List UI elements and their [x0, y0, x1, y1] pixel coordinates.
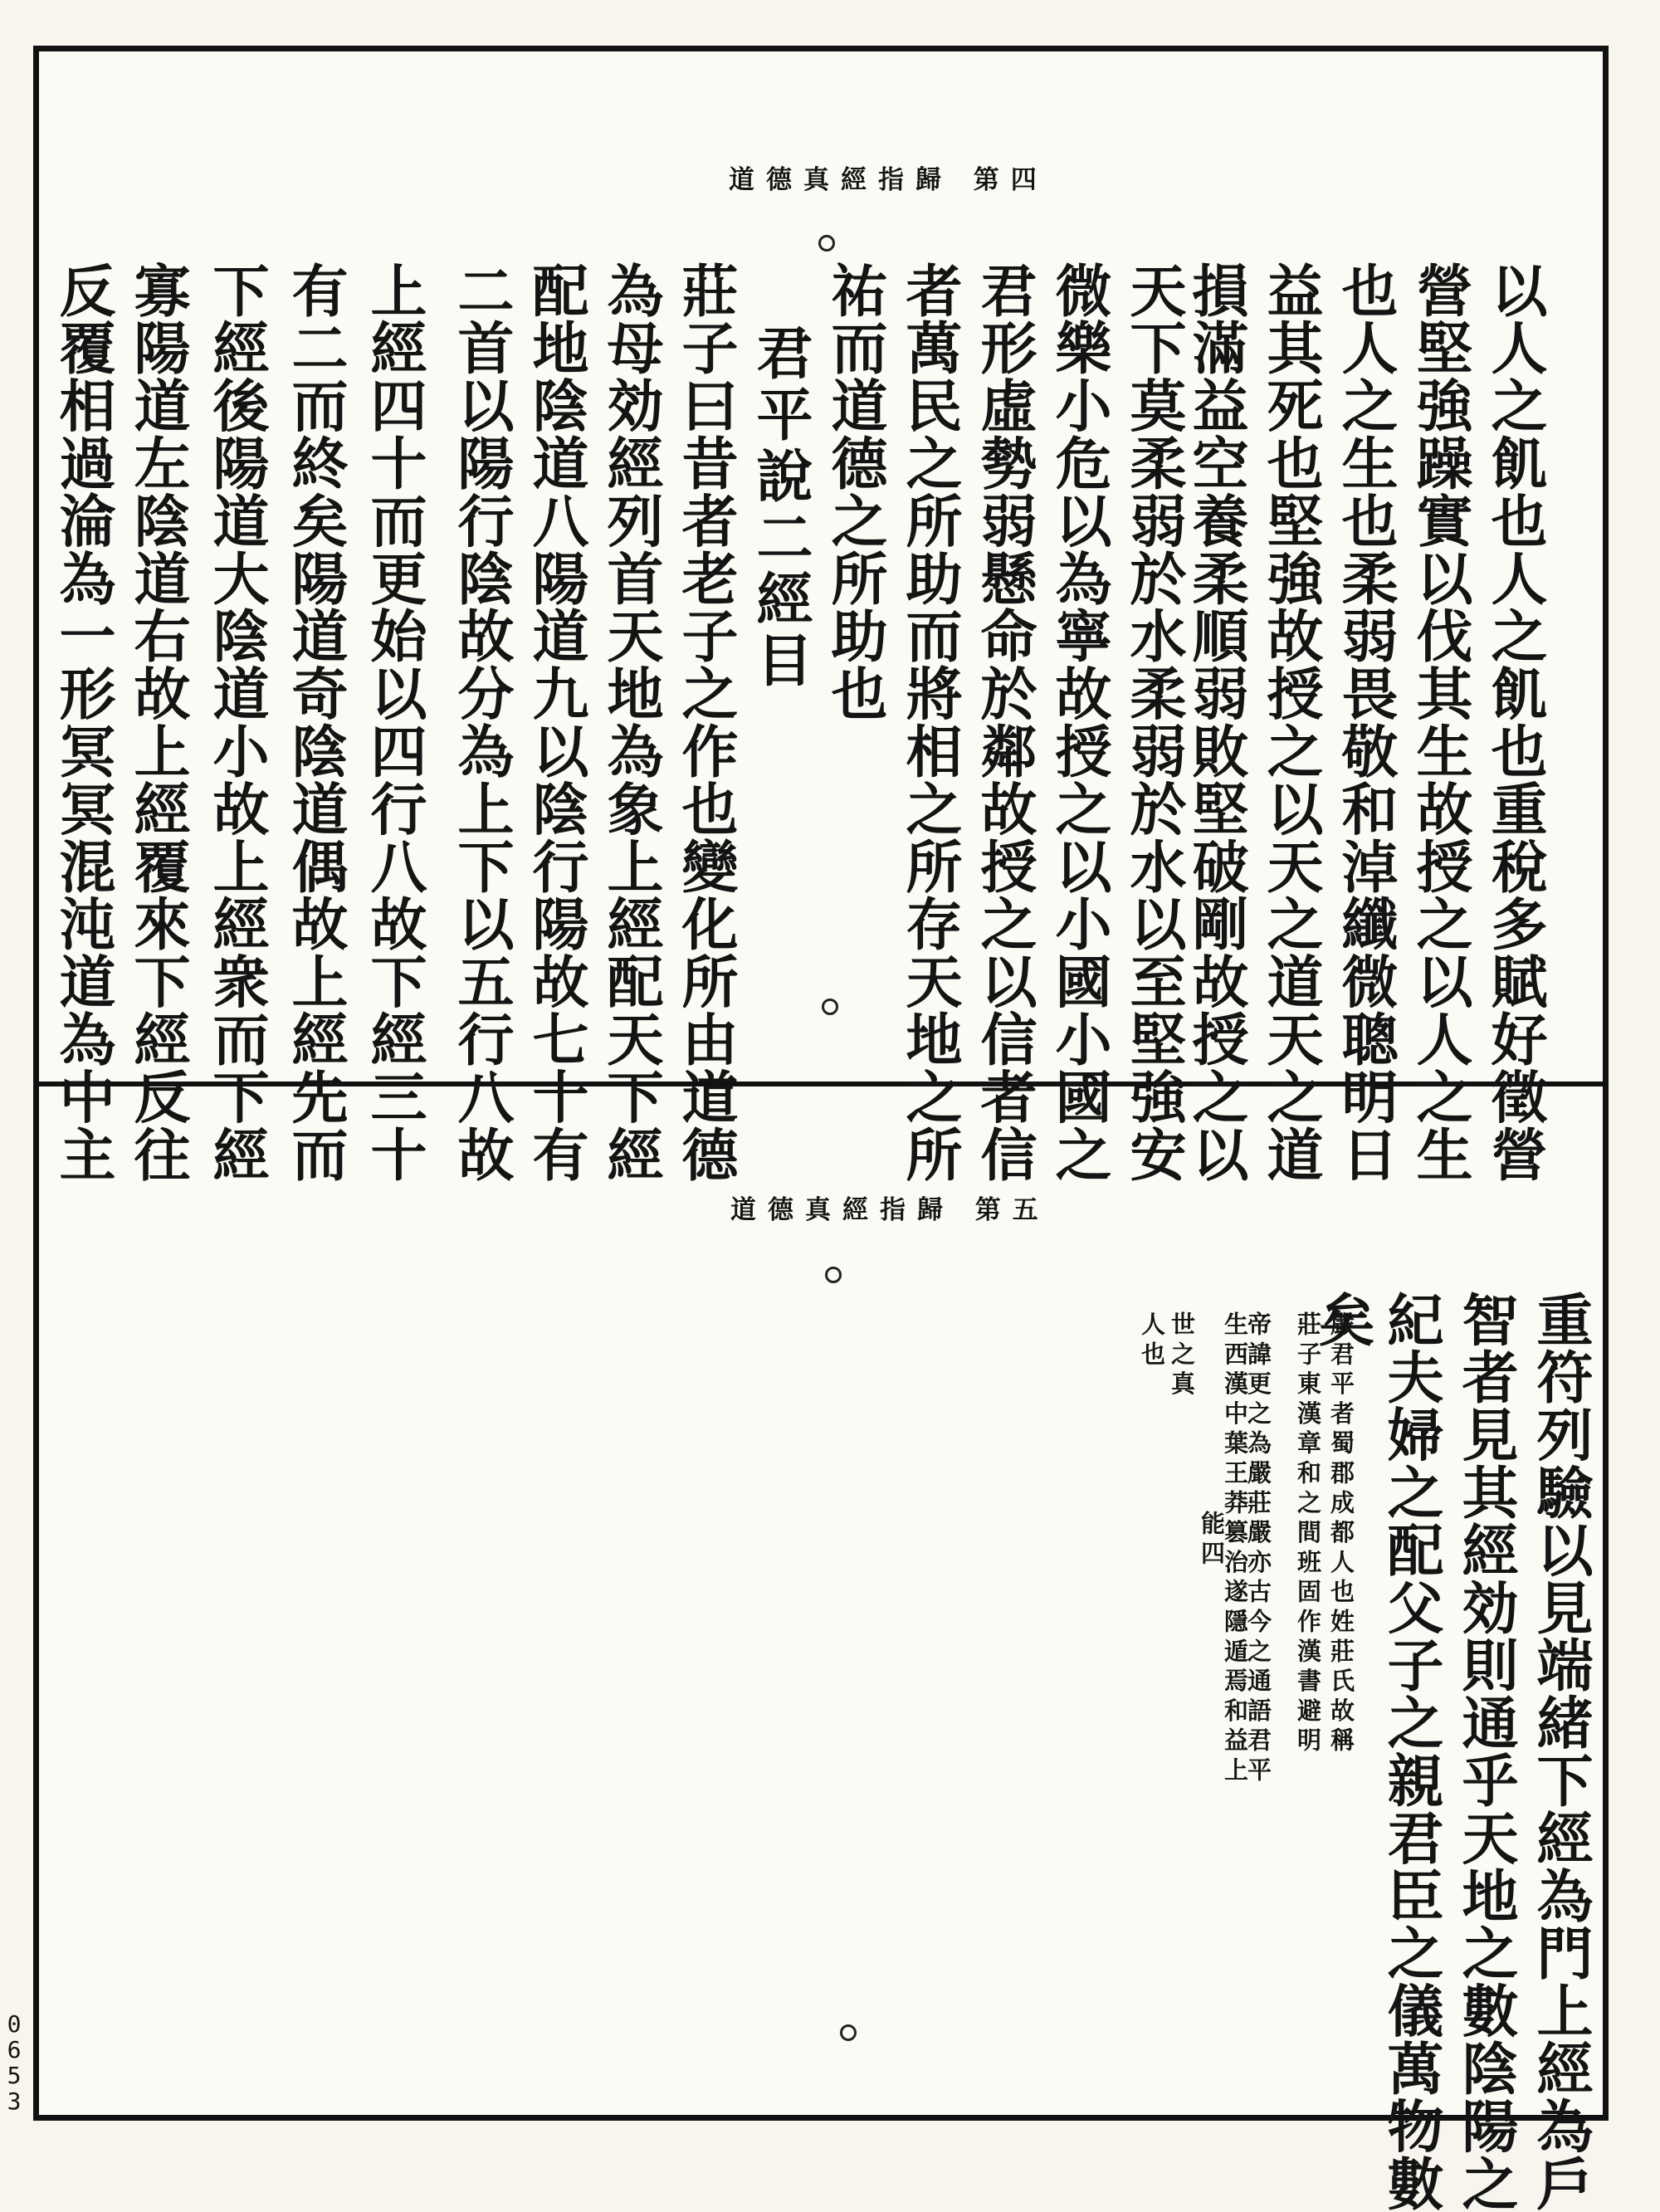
text-column: 也人之生也柔弱畏敬和淖纖微聰明日: [1332, 261, 1399, 1184]
text-column: 以人之飢也人之飢也重稅多賦好徵營: [1482, 261, 1548, 1184]
page-number: 0653: [7, 2010, 22, 2115]
text-column: 祐而道德之所助也: [822, 261, 888, 723]
annotation-column: 嚴君平者蜀郡成都人也姓莊氏故稱: [1327, 1311, 1355, 1757]
text-column: 重符列驗以見端緒下經為門上經為戶: [1527, 1291, 1594, 2212]
text-column: 紀夫婦之配父子之親君臣之儀萬物數: [1378, 1291, 1444, 2212]
text-column: 天下莫柔弱於水柔弱於水以至堅強安: [1120, 261, 1187, 1184]
text-column: 寡陽道左陰道右故上經覆來下經反往: [124, 261, 191, 1184]
binding-hole-marker: [840, 2024, 857, 2041]
text-column: 微樂小危以為寧故授之以小國小國之: [1046, 261, 1112, 1184]
binding-hole-marker: [818, 235, 835, 251]
binding-hole-marker: [825, 1267, 842, 1283]
binding-hole-marker: [822, 999, 838, 1015]
text-column: 配地陰道八陽道九以陰行陽故七十有: [523, 261, 589, 1184]
text-column: 益其死也堅強故授之以天之道天之道: [1257, 261, 1324, 1184]
text-column: 營堅強躁實以伐其生故授之以人之生: [1407, 261, 1473, 1184]
text-column: 有二而終矣陽道奇陰道偶故上經先而: [282, 261, 349, 1184]
text-column: 君形虛勢弱懸命於鄰故授之以信者信: [971, 261, 1038, 1184]
annotation-column: 世之真: [1168, 1311, 1196, 1401]
text-column: 二首以陽行陰故分為上下以五行八故: [448, 261, 515, 1184]
text-column: 為母効經列首天地為象上經配天下經: [598, 261, 664, 1184]
bottom-page-header: 道德真經指歸 第五: [730, 1195, 1050, 1225]
text-column: 反覆相過淪為一形冥冥混沌道為中主: [50, 261, 116, 1184]
annotation-column: 生西漢中葉王莽篡治遂隱遁焉和益上: [1221, 1311, 1249, 1787]
section-title: 君平說二經目: [747, 324, 813, 692]
annotation-column: 人也: [1138, 1311, 1166, 1371]
annotation-column: 帝諱更之為嚴莊嚴亦古今之通語君平: [1244, 1311, 1272, 1787]
text-column: 莊子曰昔者老子之作也變化所由道德: [672, 261, 739, 1184]
annotation-column: 莊子東漢章和之間班固作漢書避明: [1294, 1311, 1322, 1757]
annotation-column: 能四: [1198, 1511, 1226, 1570]
text-column: 上經四十而更始以四行八故下經三十: [361, 261, 427, 1184]
text-column: 矣: [1309, 1291, 1375, 1349]
text-column: 損滿益空養柔順弱敗堅破剛故授之以: [1183, 261, 1249, 1184]
text-column: 下經後陽道大陰道小故上經衆而下經: [203, 261, 270, 1184]
text-column: 者萬民之所助而將相之所存天地之所: [896, 261, 963, 1184]
text-column: 智者見其經効則通乎天地之數陰陽之: [1452, 1291, 1519, 2212]
top-page-header: 道德真經指歸 第四: [729, 165, 1048, 195]
